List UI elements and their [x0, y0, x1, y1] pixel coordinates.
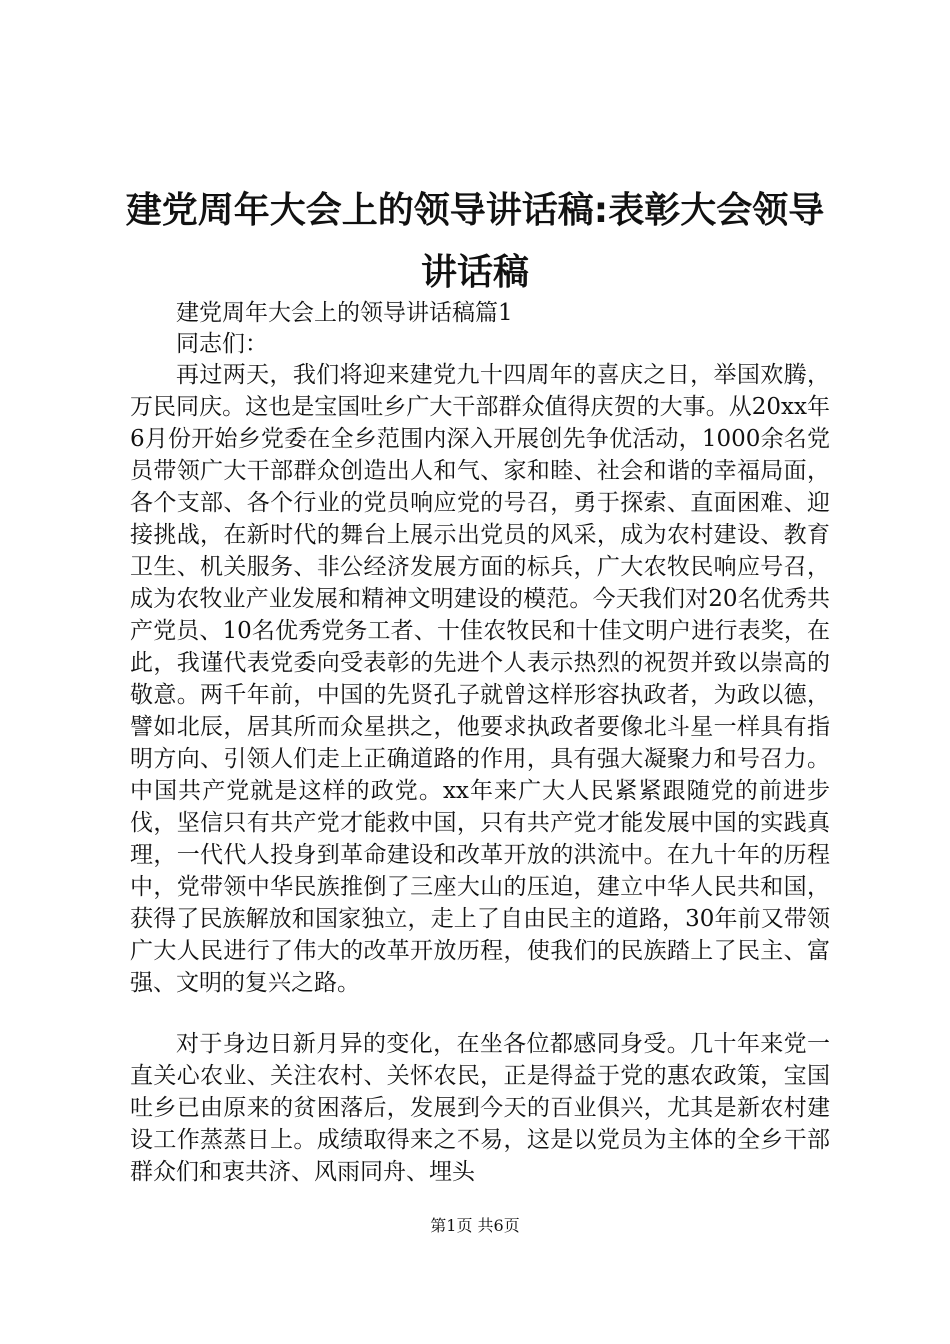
page-footer: 第1页 共6页 — [430, 1216, 520, 1235]
salutation: 同志们： — [176, 331, 268, 357]
body-paragraph: 对于身边日新月异的变化，在坐各位都感同身受。几十年来党一直关心农业、关注农村、关怀农民，正是得益于党的惠农政策，宝国吐乡已由原来的贫困落后，发展到今天的百业俱兴，尤其是新农村建设工作蒸蒸日上。成绩取得来之不易，这是以党员为主体的全乡干部群众们和衷共济、风雨同舟、埋头 — [130, 1031, 830, 1185]
document-title: 建党周年大会上的领导讲话稿:表彰大会领导讲话稿 — [125, 190, 825, 293]
section-heading: 建党周年大会上的领导讲话稿篇1 — [176, 300, 513, 326]
body-paragraph: 再过两天，我们将迎来建党九十四周年的喜庆之日，举国欢腾，万民同庆。这也是宝国吐乡广大干部群众值得庆贺的大事。从20xx年6月份开始乡党委在全乡范围内深入开展创先争优活动，1000余名党员带领广大干部群众创造出人和气、家和睦、社会和谐的幸福局面，各个支部、各个行业的党员响应党的号召，勇于探索、直面困难、迎接挑战，在新时代的舞台上展示出党员的风采，成为农村建设、教育卫生、机关服务、非公经济发展方面的标兵，广大农牧民响应号召，成为农牧业产业发展和精神文明建设的模范。今天我们对20名优秀共产党员、10名优秀党务工者、十佳农牧民和十佳文明户进行表奖，在此，我谨代表党委向受表彰的先进个人表示热烈的祝贺并致以崇高的敬意。两千年前，中国的先贤孔子就曾这样形容执政者，为政以德，譬如北辰，居其所而众星拱之，他要求执政者要像北斗星一样具有指明方向、引领人们走上正确道路的作用，具有强大凝聚力和号召力。中国共产党就是这样的政党。xx年来广大人民紧紧跟随党的前进步伐，坚信只有共产党才能救中国，只有共产党才能发展中国的实践真理，一代代人投身到革命建设和改革开放的洪流中。在九十年的历程中，党带领中华民族推倒了三座大山的压迫，建立中华人民共和国，获得了民族解放和国家独立，走上了自由民主的道路，30年前又带领广大人民进行了伟大的改革开放历程，使我们的民族踏上了民主、富强、文明的复兴之路。 — [130, 362, 830, 996]
